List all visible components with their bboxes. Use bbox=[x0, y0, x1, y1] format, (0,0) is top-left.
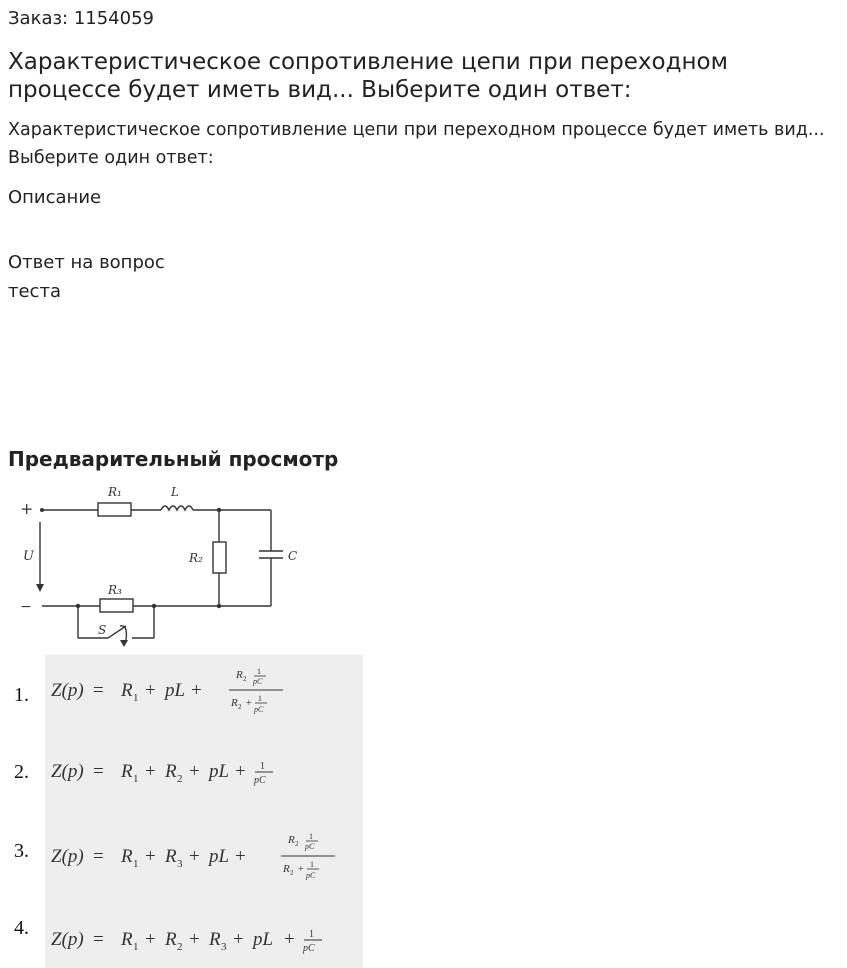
svg-text:R: R bbox=[121, 680, 133, 701]
svg-text:pC: pC bbox=[253, 677, 263, 686]
svg-text:R: R bbox=[165, 929, 177, 950]
svg-text:Z(p): Z(p) bbox=[51, 680, 84, 701]
svg-text:=: = bbox=[93, 846, 104, 867]
minus-label: − bbox=[20, 599, 32, 615]
svg-text:2: 2 bbox=[177, 941, 183, 953]
option-1-number: 1. bbox=[14, 684, 29, 706]
svg-text:R: R bbox=[209, 929, 221, 950]
svg-text:+: + bbox=[145, 761, 156, 782]
description-label: Описание bbox=[8, 187, 102, 208]
svg-text:1: 1 bbox=[309, 929, 314, 940]
svg-text:pC: pC bbox=[254, 775, 266, 786]
option-4-number: 4. bbox=[14, 917, 29, 939]
svg-text:2: 2 bbox=[290, 869, 294, 877]
svg-text:2: 2 bbox=[243, 675, 247, 683]
preview-heading: Предварительный просмотр bbox=[8, 447, 339, 471]
svg-text:1: 1 bbox=[133, 773, 139, 785]
svg-text:=: = bbox=[93, 929, 104, 950]
s-label: S bbox=[98, 623, 107, 637]
option-4-formula[interactable] bbox=[51, 917, 363, 967]
answer-label: Ответ на вопрос теста bbox=[8, 252, 165, 302]
svg-text:R: R bbox=[121, 929, 133, 950]
svg-text:1: 1 bbox=[133, 858, 139, 870]
svg-text:R: R bbox=[121, 846, 133, 867]
circuit-diagram bbox=[8, 480, 308, 650]
svg-text:1: 1 bbox=[310, 860, 314, 869]
svg-text:Z(p): Z(p) bbox=[51, 929, 84, 950]
svg-text:+: + bbox=[189, 929, 200, 950]
svg-text:+: + bbox=[284, 929, 295, 950]
svg-text:=: = bbox=[93, 761, 104, 782]
svg-text:R: R bbox=[283, 863, 290, 875]
svg-text:1: 1 bbox=[257, 667, 261, 676]
svg-text:pC: pC bbox=[254, 705, 264, 714]
svg-text:1: 1 bbox=[258, 694, 262, 703]
svg-text:+: + bbox=[191, 680, 202, 701]
plus-label: + bbox=[20, 499, 34, 518]
r2-label: R₂ bbox=[189, 551, 203, 565]
svg-text:2: 2 bbox=[238, 703, 242, 711]
svg-text:+: + bbox=[189, 846, 200, 867]
svg-text:+: + bbox=[189, 761, 200, 782]
svg-text:+: + bbox=[235, 846, 246, 867]
svg-text:R: R bbox=[236, 669, 243, 681]
svg-text:R: R bbox=[121, 761, 133, 782]
svg-text:Z(p): Z(p) bbox=[51, 846, 84, 867]
l-label: L bbox=[171, 485, 179, 499]
svg-text:3: 3 bbox=[177, 858, 183, 870]
svg-text:+: + bbox=[235, 761, 246, 782]
svg-text:pL: pL bbox=[209, 846, 230, 867]
svg-text:Z(p): Z(p) bbox=[51, 761, 84, 782]
svg-text:pL: pL bbox=[253, 929, 274, 950]
svg-text:1: 1 bbox=[133, 941, 139, 953]
svg-text:+: + bbox=[246, 698, 252, 709]
svg-text:R: R bbox=[288, 834, 295, 846]
question-text: Характеристическое сопротивление цепи при переходном процессе будет иметь вид... Выберите один ответ: bbox=[8, 120, 825, 168]
svg-text:+: + bbox=[298, 864, 304, 875]
svg-text:+: + bbox=[145, 680, 156, 701]
svg-text:pC: pC bbox=[306, 871, 316, 880]
svg-text:1: 1 bbox=[309, 832, 313, 841]
svg-text:+: + bbox=[233, 929, 244, 950]
svg-text:R: R bbox=[165, 846, 177, 867]
svg-text:pC: pC bbox=[303, 943, 315, 954]
svg-text:pC: pC bbox=[305, 842, 315, 851]
svg-text:pL: pL bbox=[165, 680, 186, 701]
svg-text:pL: pL bbox=[209, 761, 230, 782]
option-1-formula[interactable] bbox=[51, 661, 351, 721]
svg-text:R: R bbox=[231, 697, 238, 709]
r3-label: R₃ bbox=[108, 583, 122, 597]
option-2-number: 2. bbox=[14, 761, 29, 783]
svg-text:1: 1 bbox=[260, 761, 265, 772]
svg-text:R: R bbox=[165, 761, 177, 782]
svg-text:3: 3 bbox=[221, 941, 227, 953]
u-label: U bbox=[23, 549, 34, 564]
order-number: Заказ: 1154059 bbox=[8, 8, 154, 29]
c-label: C bbox=[288, 549, 298, 563]
r1-label: R₁ bbox=[108, 485, 122, 499]
svg-text:2: 2 bbox=[295, 840, 299, 848]
answer-options bbox=[45, 655, 363, 968]
svg-text:1: 1 bbox=[133, 692, 139, 704]
option-3-number: 3. bbox=[14, 840, 29, 862]
option-2-formula[interactable] bbox=[51, 747, 351, 797]
page-title: Характеристическое сопротивление цепи при переходном процессе будет иметь вид... Выберите один ответ: bbox=[8, 49, 728, 103]
svg-text:+: + bbox=[145, 929, 156, 950]
option-3-formula[interactable] bbox=[51, 825, 361, 887]
svg-text:2: 2 bbox=[177, 773, 183, 785]
svg-text:=: = bbox=[93, 680, 104, 701]
svg-text:+: + bbox=[145, 846, 156, 867]
